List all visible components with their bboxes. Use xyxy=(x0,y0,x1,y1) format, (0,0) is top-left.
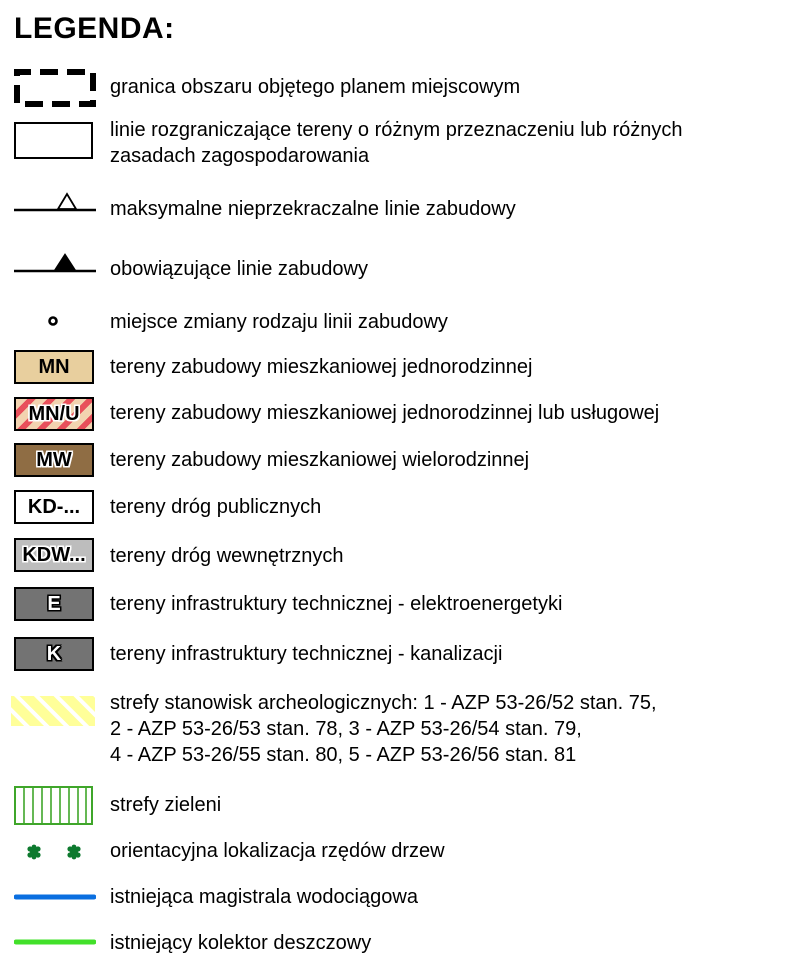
mnu-zone-code: MN/U xyxy=(28,402,80,425)
legend-label-max-building-lines: maksymalne nieprzekraczalne linie zabudowy xyxy=(110,198,516,220)
legend-label-water-main: istniejąca magistrala wodociągowa xyxy=(110,886,418,908)
legend-label-k: tereny infrastruktury technicznej - kanalizacji xyxy=(110,643,503,665)
storm-collector-symbol xyxy=(14,935,94,949)
filled-triangle-line-symbol xyxy=(14,251,94,275)
legend-label-archaeology-1: strefy stanowisk archeologicznych: 1 - AZP 53-26/52 stan. 75, xyxy=(110,692,657,714)
legend-label-kdw: tereny dróg wewnętrznych xyxy=(110,545,344,567)
dividing-lines-symbol xyxy=(14,122,94,160)
legend-label-archaeology-3: 4 - AZP 53-26/55 stan. 80, 5 - AZP 53-26/56 stan. 81 xyxy=(110,744,577,766)
e-zone-symbol xyxy=(14,587,94,621)
k-zone-symbol xyxy=(14,637,94,671)
legend-label-dividing-lines-1: linie rozgraniczające tereny o różnym przeznaczeniu lub różnych xyxy=(110,119,683,141)
water-main-symbol xyxy=(14,890,94,904)
kd-zone-code: KD-... xyxy=(27,495,81,518)
legend-label-e: tereny infrastruktury technicznej - elektroenergetyki xyxy=(110,593,563,615)
kdw-zone-symbol xyxy=(14,538,94,572)
legend-label-mw: tereny zabudowy mieszkaniowej wielorodzinnej xyxy=(110,449,530,471)
legend-label-tree-rows: orientacyjna lokalizacja rzędów drzew xyxy=(110,840,445,862)
kdw-zone-code: KDW... xyxy=(22,543,86,566)
legend-label-kd: tereny dróg publicznych xyxy=(110,496,322,518)
mn-zone-symbol xyxy=(14,350,94,384)
legend-label-dividing-lines-2: zasadach zagospodarowania xyxy=(110,145,370,167)
green-zone-symbol xyxy=(14,786,94,826)
legend-label-mn: tereny zabudowy mieszkaniowej jednorodzinnej xyxy=(110,356,533,378)
e-zone-code: E xyxy=(47,592,61,615)
kd-zone-symbol xyxy=(14,490,94,524)
legend-title: LEGENDA: xyxy=(14,12,175,45)
mw-zone-symbol xyxy=(14,443,94,477)
legend-label-change-point: miejsce zmiany rodzaju linii zabudowy xyxy=(110,311,448,333)
k-zone-code: K xyxy=(46,642,62,665)
legend-label-green-zone: strefy zieleni xyxy=(110,794,222,816)
mn-zone-code: MN xyxy=(38,355,70,378)
legend-label-storm-collector: istniejący kolektor deszczowy xyxy=(110,932,372,954)
mnu-zone-symbol xyxy=(14,397,94,431)
open-triangle-line-symbol xyxy=(14,190,94,214)
legend-label-boundary: granica obszaru objętego planem miejscowym xyxy=(110,76,521,98)
mw-zone-code: MW xyxy=(36,448,72,471)
dashed-boundary-symbol xyxy=(14,68,94,108)
legend-label-archaeology-2: 2 - AZP 53-26/53 stan. 78, 3 - AZP 53-26/54 stan. 79, xyxy=(110,718,582,740)
change-point-symbol xyxy=(14,313,94,329)
archaeological-zone-symbol xyxy=(10,692,96,730)
tree-rows-symbol xyxy=(14,842,94,862)
legend-label-mnu: tereny zabudowy mieszkaniowej jednorodzinnej lub usługowej xyxy=(110,402,660,424)
legend-label-mandatory-building-lines: obowiązujące linie zabudowy xyxy=(110,258,368,280)
